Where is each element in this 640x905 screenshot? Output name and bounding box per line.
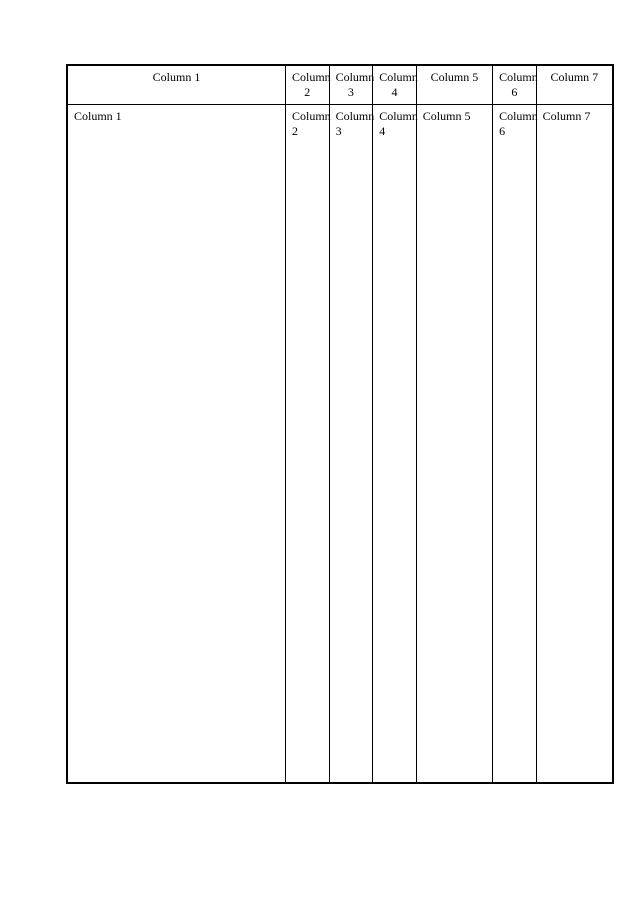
table-cell: Column 5 (416, 105, 492, 783)
table-row (68, 105, 613, 783)
table-header-cell: Column 6 (493, 66, 537, 105)
document-table (67, 65, 613, 783)
table-cell: Column 4 (373, 105, 417, 783)
table-header-cell: Column 2 (286, 66, 330, 105)
table-cell: Column 2 (286, 105, 330, 783)
table-header-cell: Column 3 (329, 66, 373, 105)
table-cell: Column 7 (536, 105, 612, 783)
table-header-cell: Column 4 (373, 66, 417, 105)
table-cell: Column 1 (68, 105, 286, 783)
table-header-cell: Column 7 (536, 66, 612, 105)
table-header-cell: Column 5 (416, 66, 492, 105)
table-cell: Column 3 (329, 105, 373, 783)
table-cell: Column 6 (493, 105, 537, 783)
table-header-row (68, 66, 613, 105)
table-header-cell: Column 1 (68, 66, 286, 105)
document-table-frame (66, 64, 614, 784)
